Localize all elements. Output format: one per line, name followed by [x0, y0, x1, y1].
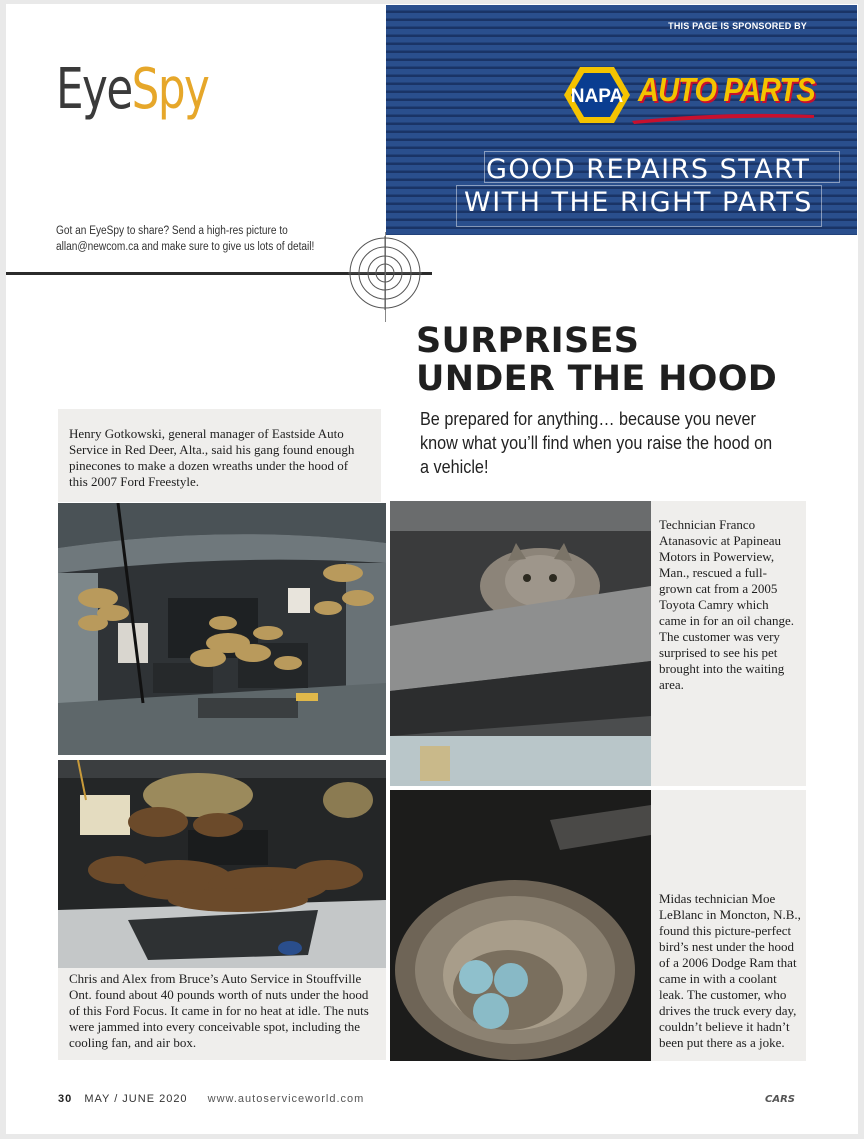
photo-cat-under-car [390, 501, 651, 786]
page-number: 30 [58, 1093, 73, 1105]
website-link[interactable]: www.autoserviceworld.com [207, 1093, 365, 1105]
napa-badge-icon [564, 67, 630, 123]
nuts-engine-image [58, 760, 386, 968]
ad-tagline [464, 153, 813, 219]
tagline-line-2: WITH THE RIGHT PARTS [464, 187, 813, 218]
headline-line-1: SURPRISES [416, 321, 640, 361]
swoosh-icon [630, 111, 816, 125]
photo-nuts-engine [58, 760, 386, 968]
issue-date: MAY / JUNE 2020 [84, 1093, 188, 1105]
caption-pinecones: Henry Gotkowski, general manager of Eastside Auto Service in Red Deer, Alta., said his gang found enough pinecones to make a dozen wreaths under the hood of this 2007 Ford Freestyle. [69, 426, 355, 489]
eyespy-logo: EyeSpy [56, 57, 209, 122]
photo-birds-nest [390, 790, 651, 1061]
caption-box-nuts [58, 968, 386, 1060]
tagline-line-1: GOOD REPAIRS START [486, 154, 811, 185]
caption-nuts: Chris and Alex from Bruce’s Auto Service in Stouffville Ont. found about 40 pounds worth of nuts under the hood of this Ford Focus. It came in for no heat at idle. The nuts were jammed into every conceivable spot, including the cooling fan, and air box. [69, 971, 369, 1050]
caption-nest: Midas technician Moe LeBlanc in Moncton, N.B., found this picture-perfect bird’s nest under the hood of a 2006 Dodge Ram that came in with a coolant leak. The customer, who drives the truck every day, couldn’t believe it hadn’t been put there as a joke. [659, 891, 801, 1050]
article-headline [416, 322, 777, 398]
caption-box-cat [651, 501, 806, 786]
pinecones-engine-image [58, 503, 386, 755]
napa-advertisement[interactable] [386, 5, 857, 235]
cars-publication-logo: CARS [765, 1094, 795, 1105]
caption-box-nest [651, 790, 806, 1061]
headline-line-2: UNDER THE HOOD [416, 359, 778, 399]
submission-note: Got an EyeSpy to share? Send a high-res picture to allan@newcom.ca and make sure to give us lots of detail! [56, 225, 315, 253]
sponsor-label: THIS PAGE IS SPONSORED BY [668, 21, 807, 31]
caption-cat: Technician Franco Atanasovic at Papineau Motors in Powerview, Man., rescued a full-grown cat from a 2005 Toyota Camry which came in for an oil change. The customer was very surprised to see his pet brought into the waiting area. [659, 517, 794, 692]
page-footer [58, 1093, 364, 1105]
cat-under-car-image [390, 501, 651, 786]
crosshair-target-icon [348, 236, 422, 310]
napa-badge-text: NAPA [570, 86, 624, 107]
caption-box-pinecones [58, 409, 381, 502]
photo-pinecones-engine [58, 503, 386, 755]
brand-name: AUTO PARTS [638, 71, 815, 108]
article-subhead: Be prepared for anything… because you never know what you’ll find when you raise the hood on a vehicle! [420, 409, 773, 477]
birds-nest-image [390, 790, 651, 1061]
